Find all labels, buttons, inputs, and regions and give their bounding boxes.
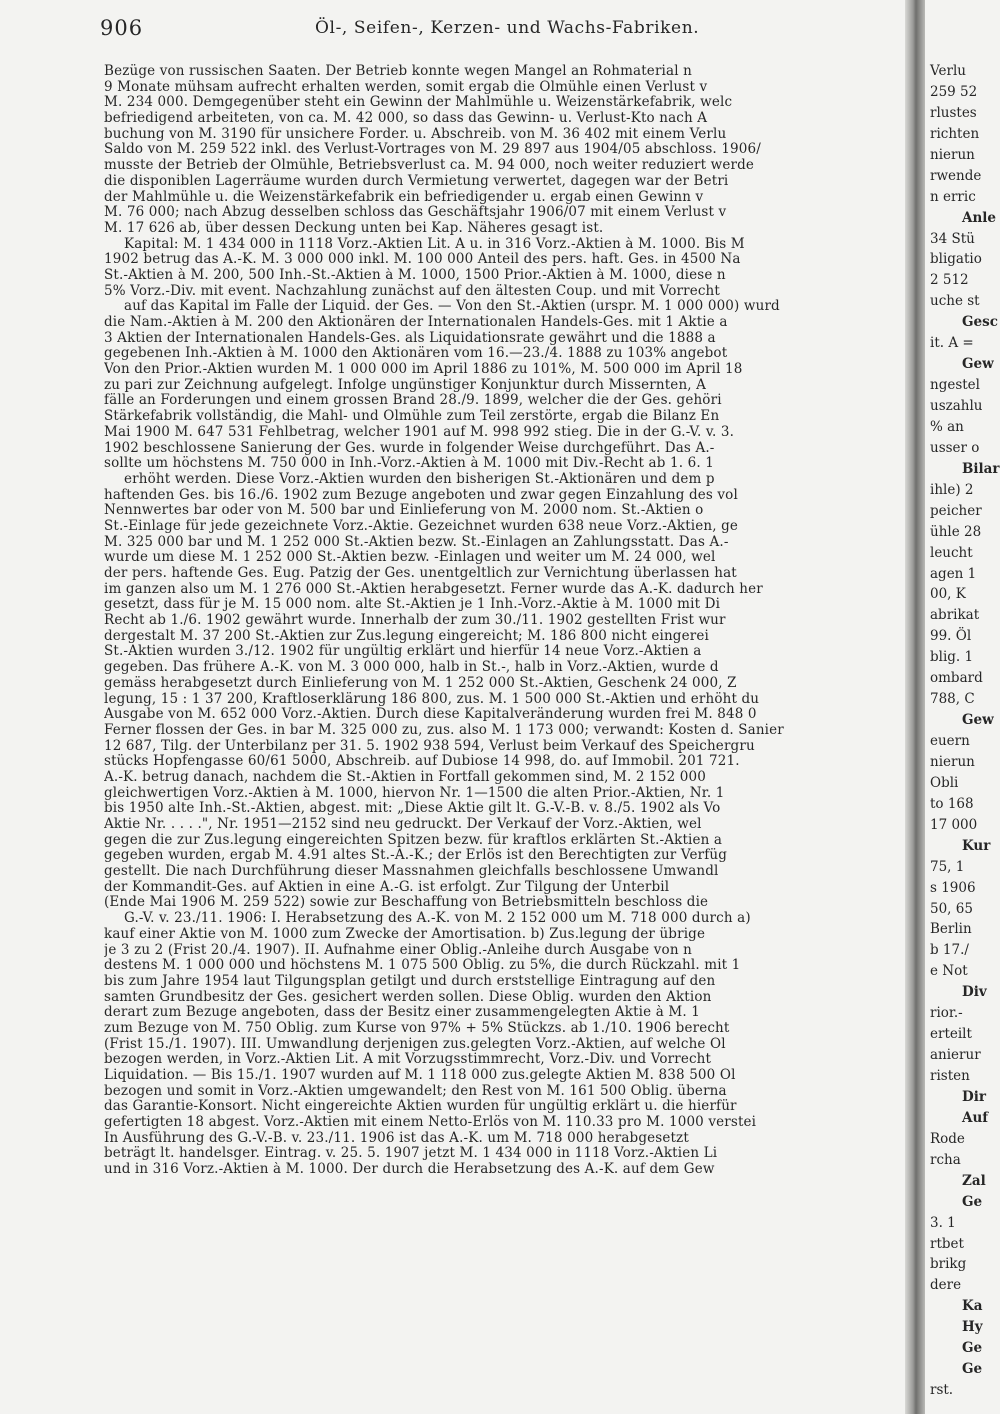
- text-line: bis 1950 alte Inh.-St.-Aktien, abgest. mit: „Diese Aktie gilt lt. G.-V.-B. v. 8./5. 1902 als Vo: [104, 801, 721, 817]
- facing-page-fragment: b 17./: [930, 942, 969, 958]
- running-title: Öl-, Seifen-, Kerzen- und Wachs-Fabriken.: [315, 18, 700, 38]
- text-line: (Ende Mai 1906 M. 259 522) sowie zur Beschaffung von Betriebsmitteln beschloss die: [104, 895, 709, 911]
- facing-page-fragment: 788, C: [930, 691, 975, 707]
- facing-page-fragment: bligatio: [930, 251, 982, 267]
- text-line: gegeben wurden, ergab M. 4.91 altes St.-A.-K.; der Erlös ist den Berechtigten zur Verfüg: [104, 848, 728, 864]
- text-line: im ganzen also um M. 1 276 000 St.-Aktien herabgesetzt. Ferner wurde das A.-K. dadurch her: [104, 581, 763, 597]
- text-line: 5% Vorz.-Div. mit event. Nachzahlung zunächst auf den ältesten Coup. und mit Vorrecht: [104, 283, 720, 299]
- facing-page-fragment: rior.-: [930, 1005, 963, 1021]
- text-line: kauf einer Aktie von M. 1000 zum Zwecke der Amortisation. b) Zus.legung der übrige: [104, 926, 706, 942]
- facing-page-fragment: 75, 1: [930, 859, 965, 875]
- facing-page-fragment: euern: [930, 733, 970, 749]
- facing-page-fragment: blig. 1: [930, 649, 974, 665]
- text-line: die Nam.-Aktien à M. 200 den Aktionären der Internationalen Handels-Ges. mit 1 Aktie a: [104, 315, 728, 330]
- text-line: Bezüge von russischen Saaten. Der Betrieb konnte wegen Mangel an Rohmaterial n: [104, 64, 692, 79]
- facing-page-fragment: Auf: [962, 1110, 989, 1126]
- text-line: fälle an Forderungen und einem grossen Brand 28./9. 1899, welcher die der Ges. gehöri: [104, 393, 722, 409]
- page-header: [100, 16, 890, 46]
- text-line: M. 17 626 ab, über dessen Deckung unten bei Kap. Näheres gesagt ist.: [104, 220, 604, 236]
- facing-page-fragment: rwende: [930, 168, 982, 184]
- text-line: 1902 beschlossene Sanierung der Ges. wurde in folgender Weise durchgeführt. Das A.-: [104, 440, 715, 456]
- facing-page-fragment: % an: [930, 419, 964, 435]
- facing-page-fragment: 259 52: [930, 84, 978, 100]
- text-line: derart zum Bezuge angeboten, dass der Besitz einer zusammengelegten Aktie à M. 1: [104, 1005, 700, 1021]
- facing-page-fragment: nierun: [930, 754, 975, 770]
- facing-page-fragment: s 1906: [930, 880, 976, 896]
- text-line: St.-Aktien à M. 200, 500 Inh.-St.-Aktien à M. 1000, 1500 Prior.-Aktien à M. 1000, diese n: [104, 267, 726, 283]
- text-line: befriedigend arbeiteten, von ca. M. 42 000, so dass das Gewinn- u. Verlust-Kto nach A: [104, 111, 708, 127]
- facing-page-fragment: ühle 28: [930, 524, 982, 540]
- text-line: zu pari zur Zeichnung aufgelegt. Infolge ungünstiger Konjunktur durch Missernten, A: [104, 377, 707, 393]
- facing-page-fragment: ombard: [930, 670, 983, 686]
- facing-page-fragment: leucht: [930, 545, 973, 561]
- text-line: 12 687, Tilg. der Unterbilanz per 31. 5. 1902 938 594, Verlust beim Verkauf des Speichergru: [104, 738, 755, 754]
- text-line: der Mahlmühle u. die Weizenstärkefabrik ein befriedigender u. ergab einen Gewinn v: [104, 189, 704, 205]
- facing-page-fragment: Div: [962, 984, 987, 1000]
- text-line: erhöht werden. Diese Vorz.-Aktien wurden den bisherigen St.-Aktionären und dem p: [124, 471, 715, 487]
- text-line: M. 76 000; nach Abzug desselben schloss das Geschäftsjahr 1906/07 mit einem Verlust v: [104, 205, 727, 221]
- facing-page-fragment: ngestel: [930, 377, 980, 393]
- text-line: (Frist 15./1. 1907). III. Umwandlung derjenigen zus.gelegten Vorz.-Aktien, auf welche Ol: [104, 1036, 726, 1052]
- text-line: St.-Aktien wurden 3./12. 1902 für ungültig erklärt und hierfür 14 neue Vorz.-Aktien a: [104, 644, 702, 660]
- facing-page-fragment: dere: [930, 1277, 962, 1293]
- text-line: M. 325 000 bar und M. 1 252 000 St.-Aktien bezw. St.-Einlagen an Zahlungsstatt. Das A.-: [104, 534, 729, 550]
- facing-page-fragment: 34 Stü: [930, 231, 975, 247]
- facing-page-fragment: Gew: [962, 356, 994, 372]
- facing-page-fragment: Ge: [962, 1361, 983, 1377]
- text-line: samten Grundbesitz der Ges. gesichert werden sollen. Diese Oblig. wurden den Aktion: [104, 989, 712, 1005]
- facing-page-fragment: anierur: [930, 1047, 981, 1063]
- facing-page-fragment: it. A =: [930, 335, 974, 351]
- facing-page-fragment: Berlin: [930, 921, 972, 937]
- text-line: Ferner flossen der Ges. in bar M. 325 000 zu, zus. also M. 1 173 000; verwandt: Kosten d. Sanier: [104, 722, 784, 738]
- text-line: gegebenen Inh.-Aktien à M. 1000 den Aktionären vom 16.—23./4. 1888 zu 103% angebot: [104, 346, 728, 362]
- text-line: In Ausführung des G.-V.-B. v. 23./11. 1906 ist das A.-K. um M. 718 000 herabgesetzt: [104, 1130, 689, 1146]
- facing-page-fragment: rtbet: [930, 1236, 964, 1252]
- text-line: gefertigten 18 abgest. Vorz.-Aktien mit einem Netto-Erlös von M. 110.33 pro M. 1000 verstei: [104, 1115, 757, 1131]
- facing-page-fragment: Zal: [962, 1173, 986, 1189]
- facing-page-fragment: Hy: [962, 1319, 983, 1335]
- text-line: Mai 1900 M. 647 531 Fehlbetrag, welcher 1901 auf M. 998 992 stieg. Die in der G.-V. v. 3.: [104, 424, 735, 440]
- text-line: auf das Kapital im Falle der Liquid. der Ges. — Von den St.-Aktien (urspr. M. 1 000 000) wurd: [124, 299, 780, 315]
- text-line: 3 Aktien der Internationalen Handels-Ges. als Liquidationsrate gewährt und die 1888 a: [104, 330, 716, 346]
- text-line: beträgt lt. handelsger. Eintrag. v. 25. 5. 1907 jetzt M. 1 434 000 in 1118 Vorz.-Aktien Li: [104, 1146, 718, 1162]
- text-line: Recht ab 1./6. 1902 gewährt wurde. Innerhalb der zum 30./11. 1902 gestellten Frist wur: [104, 613, 726, 629]
- text-line: A.-K. betrug danach, nachdem die St.-Aktien in Fortfall gekommen sind, M. 2 152 000: [104, 769, 706, 785]
- facing-page-fragment: Ge: [962, 1340, 983, 1356]
- facing-page-fragment: rlustes: [930, 105, 977, 121]
- text-line: buchung von M. 3190 für unsichere Forder. u. Abschreib. von M. 36 402 mit einem Verlu: [104, 126, 727, 142]
- facing-page-fragment: Kur: [962, 838, 991, 854]
- page-number: 906: [100, 16, 144, 40]
- facing-page-fragment: erteilt: [930, 1026, 972, 1042]
- adjacent-page-fragments: [926, 64, 1000, 1404]
- text-line: gleichwertigen Vorz.-Aktien à M. 1000, hiervon Nr. 1—1500 die alten Prior.-Aktien, Nr. 1: [104, 785, 725, 801]
- text-line: die disponiblen Lagerräume wurden durch Vermietung verwertet, dagegen war der Betri: [104, 173, 729, 189]
- facing-page-fragment: rcha: [930, 1152, 961, 1168]
- text-line: das Garantie-Konsort. Nicht eingereichte Aktien wurden für ungültig erklärt u. die hierfür: [104, 1099, 737, 1115]
- text-line: gegen die zur Zus.legung eingereichten Spitzen bezw. für kraftlos erklärten St.-Aktien a: [104, 832, 723, 848]
- facing-page-fragment: 2 512: [930, 272, 969, 288]
- facing-page-fragment: 50, 65: [930, 901, 973, 917]
- facing-page-fragment: ihle) 2: [930, 482, 974, 498]
- text-line: Aktie Nr. . . . .", Nr. 1951—2152 sind neu gedruckt. Der Verkauf der Vorz.-Aktien, wel: [104, 817, 702, 832]
- facing-page-fragment: abrikat: [930, 607, 980, 623]
- text-line: Von den Prior.-Aktien wurden M. 1 000 000 im April 1886 zu 101%, M. 500 000 im April 18: [104, 362, 743, 378]
- facing-page-fragment: Verlu: [930, 64, 966, 79]
- text-line: gestellt. Die nach Durchführung dieser Massnahmen gleichfalls beschlossene Umwandl: [104, 864, 719, 880]
- text-line: Saldo von M. 259 522 inkl. des Verlust-Vortrages von M. 29 897 aus 1904/05 abschloss. 1906/: [104, 142, 761, 158]
- text-line: G.-V. v. 23./11. 1906: I. Herabsetzung des A.-K. von M. 2 152 000 um M. 718 000 durch a): [124, 911, 751, 927]
- facing-page-fragment: Gew: [962, 712, 994, 728]
- facing-page-fragment: Gesc: [962, 314, 998, 330]
- text-line: gesetzt, dass für je M. 15 000 nom. alte St.-Aktien je 1 Inh.-Vorz.-Aktie à M. 1000 mit Di: [104, 597, 721, 613]
- text-line: sollte um höchstens M. 750 000 in Inh.-Vorz.-Aktien à M. 1000 mit Div.-Recht ab 1. 6. 1: [104, 456, 714, 472]
- facing-page-fragment: richten: [930, 126, 980, 142]
- facing-page-fragment: Rode: [930, 1131, 965, 1147]
- facing-page-fragment: brikg: [930, 1256, 967, 1272]
- facing-page-fragment: Anle: [962, 210, 997, 226]
- facing-page-fragment: peicher: [930, 503, 982, 519]
- text-line: bezogen werden, in Vorz.-Aktien Lit. A mit Vorzugsstimmrecht, Vorz.-Div. und Vorrecht: [104, 1052, 712, 1068]
- text-line: stücks Hopfengasse 60/61 5000, Abschreib. auf Dubiose 14 998, do. auf Immobil. 201 721.: [104, 754, 740, 770]
- text-line: legung, 15 : 1 37 200, Kraftloserklärung 186 800, zus. M. 1 500 000 St.-Aktien und erhöht du: [104, 691, 760, 707]
- text-line: zum Bezuge von M. 750 Oblig. zum Kurse von 97% + 5% Stückzs. ab 1./10. 1906 berecht: [104, 1020, 730, 1036]
- text-line: und in 316 Vorz.-Aktien à M. 1000. Der durch die Herabsetzung des A.-K. auf dem Gew: [104, 1162, 715, 1178]
- text-line: musste der Betrieb der Ölmühle, Betriebsverlust ca. M. 94 000, noch weiter reduziert werde: [104, 158, 754, 174]
- text-line: wurde um diese M. 1 252 000 St.-Aktien bezw. -Einlagen und weiter um M. 24 000, wel: [104, 550, 716, 566]
- facing-page-fragment: uszahlu: [930, 398, 983, 414]
- text-line: 1902 betrug das A.-K. M. 3 000 000 inkl. M. 100 000 Anteil des pers. haft. Ges. in 4500 Na: [104, 252, 741, 268]
- facing-page-fragment: risten: [930, 1068, 970, 1084]
- text-line: gegeben. Das frühere A.-K. von M. 3 000 000, halb in St.-, halb in Vorz.-Aktien, wurde d: [104, 660, 719, 676]
- text-line: Ausgabe von M. 652 000 Vorz.-Aktien. Durch diese Kapitalveränderung wurden frei M. 848 0: [104, 707, 757, 723]
- book-gutter: [905, 0, 925, 1414]
- facing-page-fragment: to 168: [930, 796, 974, 812]
- text-line: der Kommandit-Ges. auf Aktien in eine A.-G. ist erfolgt. Zur Tilgung der Unterbil: [104, 879, 670, 895]
- text-line: bis zum Jahre 1954 laut Tilgungsplan getilgt und durch erststellige Eintragung auf den: [104, 973, 716, 989]
- facing-page-fragment: 17 000: [930, 817, 978, 833]
- facing-page-fragment: 00, K: [930, 586, 966, 602]
- facing-page-fragment: n erric: [930, 189, 976, 205]
- facing-page-fragment: usser o: [930, 440, 980, 456]
- facing-page-fragment: uche st: [930, 293, 980, 309]
- facing-page-fragment: Ge: [962, 1194, 983, 1210]
- main-text-column: [104, 64, 899, 1404]
- text-line: haftenden Ges. bis 16./6. 1902 zum Bezuge angeboten und zwar gegen Einzahlung des vol: [104, 487, 738, 503]
- text-line: Stärkefabrik vollständig, die Mahl- und Ölmühle zum Teil zerstörte, ergab die Bilanz En: [104, 409, 720, 425]
- text-line: 9 Monate mühsam aufrecht erhalten werden, somit ergab die Ölmühle einen Verlust v: [104, 79, 708, 95]
- facing-page-fragment: Bilar: [962, 461, 1000, 477]
- text-line: destens M. 1 000 000 und höchstens M. 1 075 500 Oblig. zu 5%, die durch Rückzahl. mit 1: [104, 958, 741, 974]
- facing-page-fragment: 3. 1: [930, 1215, 956, 1231]
- facing-page-fragment: Obli: [930, 775, 959, 791]
- text-line: M. 234 000. Demgegenüber steht ein Gewinn der Mahlmühle u. Weizenstärkefabrik, welc: [104, 95, 733, 111]
- facing-page-fragment: e Not: [930, 963, 968, 979]
- text-line: bezogen und somit in Vorz.-Aktien umgewandelt; den Rest von M. 161 500 Oblig. überna: [104, 1083, 727, 1099]
- facing-page-fragment: agen 1: [930, 566, 977, 582]
- text-line: je 3 zu 2 (Frist 20./4. 1907). II. Aufnahme einer Oblig.-Anleihe durch Ausgabe von n: [104, 942, 692, 958]
- text-line: St.-Einlage für jede gezeichnete Vorz.-Aktie. Gezeichnet wurden 638 neue Vorz.-Aktien, ge: [104, 518, 739, 534]
- text-line: der pers. haftende Ges. Eug. Patzig der Ges. unentgeltlich zur Vernichtung überlassen hat: [104, 566, 737, 581]
- text-line: Nennwertes bar oder von M. 500 bar und Einlieferung von M. 2000 nom. St.-Aktien o: [104, 503, 704, 519]
- text-line: gemäss herabgesetzt durch Einlieferung von M. 1 252 000 St.-Aktien, Geschenk 24 000, Z: [104, 675, 737, 691]
- text-line: Liquidation. — Bis 15./1. 1907 wurden auf M. 1 118 000 zus.gelegte Aktien M. 838 500 Ol: [104, 1068, 736, 1083]
- text-line: dergestalt M. 37 200 St.-Aktien zur Zus.legung eingereicht; M. 186 800 nicht eingerei: [104, 628, 709, 644]
- facing-page-fragment: Ka: [962, 1298, 983, 1314]
- facing-page-fragment: rst.: [930, 1382, 954, 1398]
- text-line: Kapital: M. 1 434 000 in 1118 Vorz.-Aktien Lit. A u. in 316 Vorz.-Aktien à M. 1000. Bis M: [124, 236, 745, 252]
- facing-page-fragment: nierun: [930, 147, 975, 163]
- facing-page-fragment: Dir: [962, 1089, 986, 1105]
- facing-page-fragment: 99. Öl: [930, 628, 972, 644]
